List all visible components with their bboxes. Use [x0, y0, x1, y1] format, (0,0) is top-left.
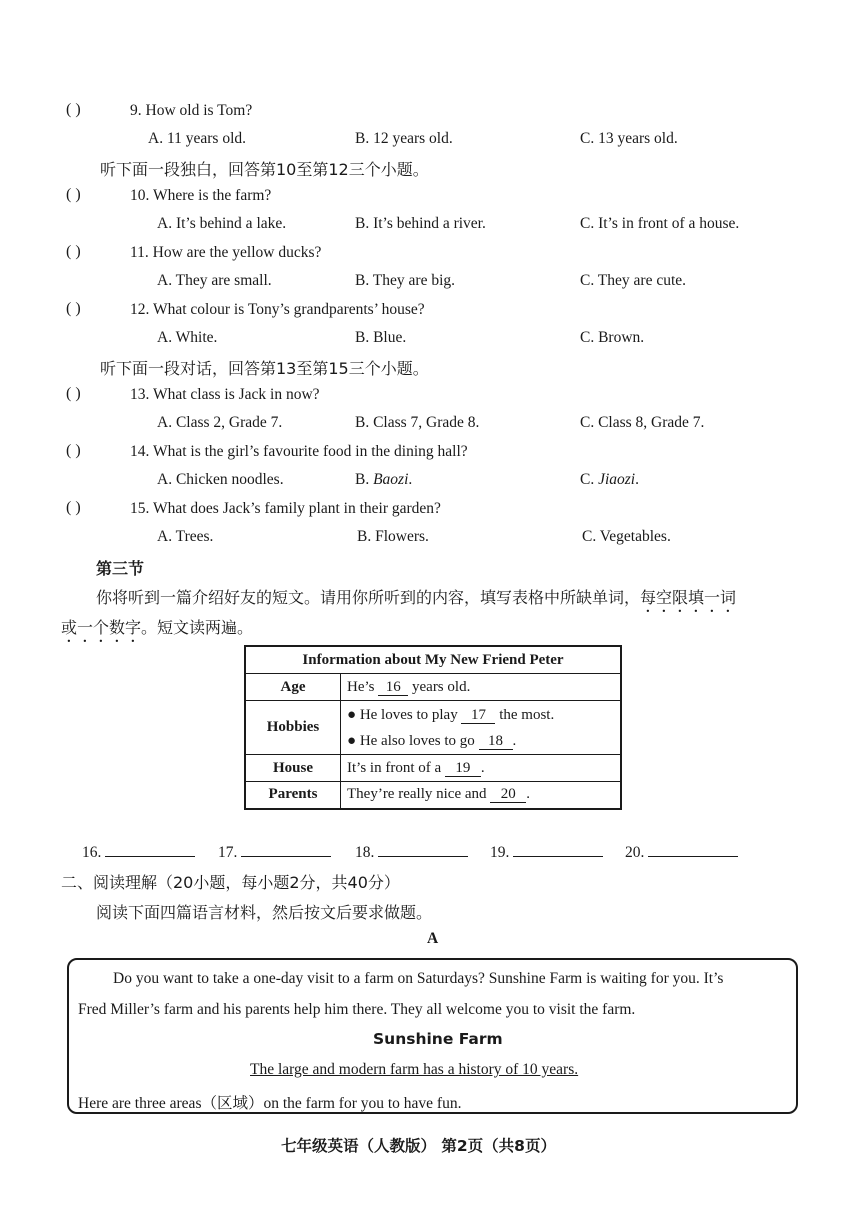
instruction-monologue: 听下面一段独白，回答第10至第12三个小题。: [100, 160, 429, 179]
option-a: A. Chicken noodles.: [157, 471, 284, 488]
option-c: C. Brown.: [580, 329, 645, 346]
hobby-line-2: [347, 728, 614, 754]
option-a: A. Trees.: [157, 528, 214, 545]
answer-paren: ( ): [66, 186, 81, 203]
part-2-instruction: 阅读下面四篇语言材料，然后按文后要求做题。: [96, 903, 433, 922]
row-label-age: Age: [245, 674, 341, 701]
blank-20: 20: [490, 786, 526, 803]
blank-18: 18: [479, 733, 513, 750]
answer-paren: ( ): [66, 385, 81, 402]
option-b-suffix: .: [408, 471, 413, 488]
farm-history: The large and modern farm has a history of 10 years.: [250, 1061, 579, 1078]
option-b: B. 12 years old.: [355, 130, 453, 147]
option-c: C. Class 8, Grade 7.: [580, 414, 705, 431]
row-value-house: [341, 755, 622, 782]
option-c: C. 13 years old.: [580, 130, 678, 147]
text: years old.: [408, 678, 471, 695]
option-a: A. Class 2, Grade 7.: [157, 414, 283, 431]
row-value-age: [341, 674, 622, 701]
option-a: A. It’s behind a lake.: [157, 215, 287, 232]
page-footer: 七年级英语（人教版） 第2页（共8页）: [281, 1137, 556, 1155]
info-table: [244, 645, 622, 810]
row-value-parents: [341, 782, 622, 809]
option-c-prefix: C.: [580, 471, 599, 488]
option-c: [580, 471, 639, 489]
passage-line-2: Fred Miller’s farm and his parents help him there. They all welcome you to visit the farm.: [78, 1001, 636, 1018]
text: the most.: [495, 706, 555, 723]
question-13: 13. What class is Jack in now?: [130, 386, 320, 403]
answer-paren: ( ): [66, 101, 81, 118]
option-b: B. Class 7, Grade 8.: [355, 414, 480, 431]
blank-16: 16: [378, 679, 408, 696]
row-value-hobbies: [341, 701, 622, 755]
text: He’s: [347, 678, 379, 695]
text: They’re really nice and: [347, 786, 491, 803]
answer-paren: ( ): [66, 300, 81, 317]
passage-letter: A: [427, 930, 439, 947]
answer-number: 20.: [625, 844, 645, 861]
option-c-suffix: .: [635, 471, 639, 488]
hobby-line-1: [347, 702, 614, 728]
answer-19: [490, 840, 603, 862]
option-b: B. They are big.: [355, 272, 456, 289]
instr-emphasis: 或一个数字: [61, 618, 142, 637]
answer-line[interactable]: [105, 840, 195, 857]
answer-paren: ( ): [66, 499, 81, 516]
bullet-icon: ●: [347, 732, 357, 749]
table-title: Information about My New Friend Peter: [245, 646, 621, 674]
question-11: 11. How are the yellow ducks?: [130, 244, 322, 261]
answer-number: 18.: [355, 844, 375, 861]
answer-number: 16.: [82, 844, 102, 861]
section-3-instruction-line1: [96, 585, 736, 616]
instr-text: 你将听到一篇介绍好友的短文。请用你所听到的内容，填写表格中所缺单词，: [96, 588, 641, 607]
answer-paren: ( ): [66, 442, 81, 459]
passage-line-1: Do you want to take a one-day visit to a farm on Saturdays? Sunshine Farm is waiting for you. It’s: [113, 970, 724, 987]
instruction-dialogue: 听下面一段对话，回答第13至第15三个小题。: [100, 359, 429, 378]
answer-line[interactable]: [241, 840, 331, 857]
row-label-house: House: [245, 755, 341, 782]
text: He also loves to go: [359, 732, 479, 749]
option-b: B. It’s behind a river.: [355, 215, 486, 232]
text: .: [526, 786, 531, 803]
option-b: B. Blue.: [355, 329, 407, 346]
text: .: [480, 759, 485, 776]
option-b-prefix: B.: [355, 471, 374, 488]
passage-a-box: [67, 958, 798, 1114]
option-b: [355, 471, 412, 489]
instr-text: 。短文读两遍。: [141, 618, 254, 637]
answer-line[interactable]: [648, 840, 738, 857]
row-label-hobbies: Hobbies: [245, 701, 341, 755]
question-15: 15. What does Jack’s family plant in their garden?: [130, 500, 441, 517]
option-c: C. They are cute.: [580, 272, 687, 289]
answer-18: [355, 840, 468, 862]
blank-19: 19: [445, 760, 481, 777]
option-c-italic: Jiaozi: [598, 471, 636, 488]
answer-line[interactable]: [513, 840, 603, 857]
answer-17: [218, 840, 331, 862]
answer-number: 17.: [218, 844, 238, 861]
answer-20: [625, 840, 738, 862]
question-10: 10. Where is the farm?: [130, 187, 272, 204]
answer-line[interactable]: [378, 840, 468, 857]
farm-title: Sunshine Farm: [373, 1030, 503, 1048]
section-3-instruction-line2: [61, 615, 253, 646]
question-12: 12. What colour is Tony’s grandparents’ house?: [130, 301, 425, 318]
blank-17: 17: [461, 707, 495, 724]
text: He loves to play: [359, 706, 462, 723]
option-a: A. They are small.: [157, 272, 272, 289]
section-3-title: 第三节: [96, 559, 145, 578]
bullet-icon: ●: [347, 706, 357, 723]
farm-areas: Here are three areas（区域）on the farm for you to have fun.: [78, 1095, 462, 1112]
part-2-title: 二、阅读理解（20小题，每小题2分，共40分）: [61, 873, 400, 892]
option-c: C. Vegetables.: [582, 528, 671, 545]
option-a: A. 11 years old.: [148, 130, 247, 147]
option-b: B. Flowers.: [357, 528, 429, 545]
instr-emphasis: 每空限填一词: [640, 588, 737, 607]
row-label-parents: Parents: [245, 782, 341, 809]
answer-number: 19.: [490, 844, 510, 861]
option-a: A. White.: [157, 329, 218, 346]
text: .: [512, 732, 517, 749]
answer-paren: ( ): [66, 243, 81, 260]
option-b-italic: Baozi: [373, 471, 409, 488]
option-c: C. It’s in front of a house.: [580, 215, 740, 232]
question-14: 14. What is the girl’s favourite food in the dining hall?: [130, 443, 468, 460]
question-9: 9. How old is Tom?: [130, 102, 253, 119]
answer-16: [82, 840, 195, 862]
text: It’s in front of a: [347, 759, 445, 776]
